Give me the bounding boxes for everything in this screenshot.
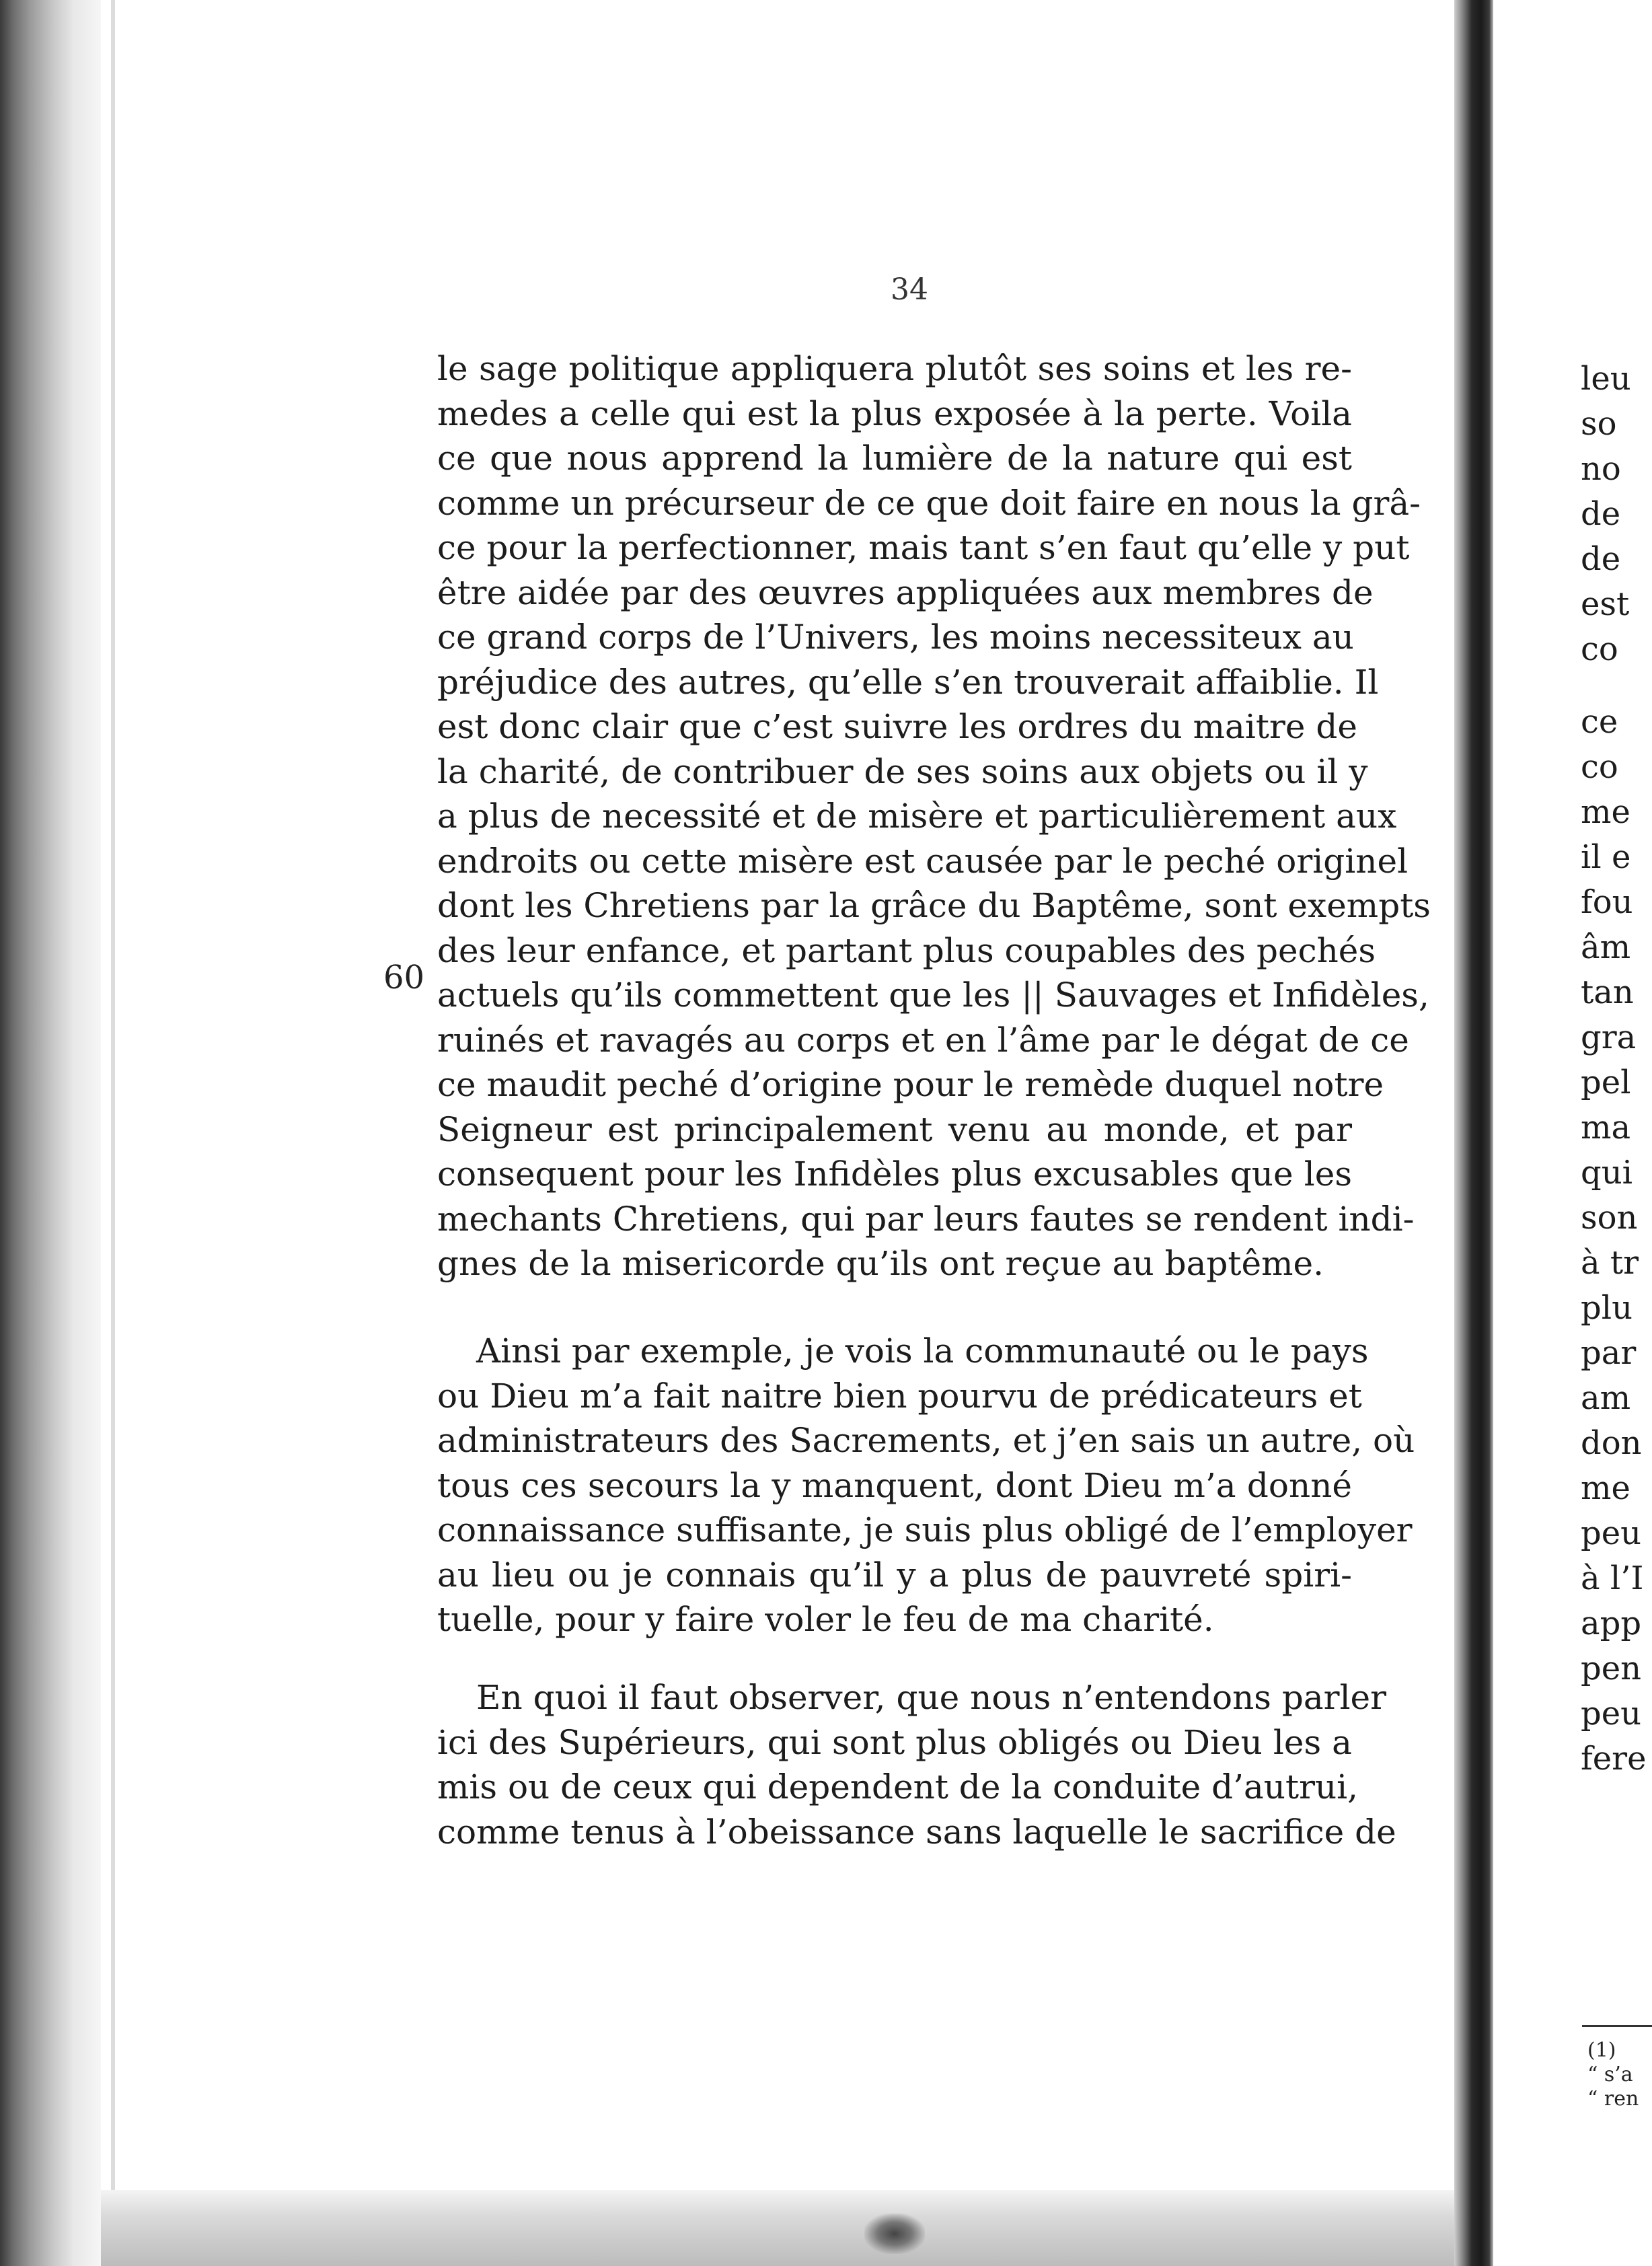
fragment-line: co — [1581, 748, 1618, 786]
fragment-line: app — [1581, 1605, 1642, 1642]
fragment-line: am — [1581, 1379, 1631, 1417]
paragraph-2 — [437, 1329, 1415, 1642]
fragment-line: me — [1581, 1469, 1630, 1507]
text-line: au lieu ou je connais qu’il y a plus de pauvreté spiri- — [437, 1555, 1352, 1595]
text-line: comme un précurseur de ce que doit faire en nous la grâ- — [437, 483, 1421, 523]
page-gutter — [1454, 0, 1493, 2266]
text-line: a plus de necessité et de misère et particulièrement aux — [437, 797, 1397, 836]
margin-line-number: 60 — [383, 959, 425, 996]
text-line: mechants Chretiens, qui par leurs fautes se rendent indi- — [437, 1199, 1415, 1239]
text-line: ce maudit peché d’origine pour le remède duquel notre — [437, 1065, 1384, 1104]
fragment-line: me — [1581, 793, 1630, 831]
paragraph-1 — [437, 346, 1431, 1286]
fragment-line: pen — [1581, 1650, 1642, 1687]
text-line: connaissance suffisante, je suis plus obligé de l’employer — [437, 1510, 1413, 1549]
text-line: le sage politique appliquera plutôt ses soins et les re- — [437, 349, 1352, 388]
text-line: administrateurs des Sacrements, et j’en sais un autre, où — [437, 1421, 1415, 1460]
fragment-line: fou — [1581, 883, 1633, 921]
text-line: la charité, de contribuer de ses soins aux objets ou il y — [437, 752, 1368, 791]
fragment-line: leu — [1581, 360, 1631, 398]
text-line: ou Dieu m’a fait naitre bien pourvu de prédicateurs et — [437, 1376, 1362, 1416]
page-bottom-edge — [101, 2190, 1454, 2266]
text-line: est donc clair que c’est suivre les ordres du maitre de — [437, 707, 1357, 746]
text-line: endroits ou cette misère est causée par le peché originel — [437, 841, 1409, 881]
paragraph-3 — [437, 1675, 1396, 1854]
fragment-line: “ ren — [1587, 2087, 1639, 2111]
text-line: tous ces secours la y manquent, dont Dieu m’a donné — [437, 1465, 1352, 1505]
text-line: tuelle, pour y faire voler le feu de ma charité. — [437, 1600, 1214, 1639]
text-line: actuels qu’ils commettent que les || Sauvages et Infidèles, — [437, 976, 1429, 1015]
text-line: medes a celle qui est la plus exposée à la perte. Voila — [437, 394, 1352, 433]
binding-edge — [0, 0, 101, 2266]
fragment-line: de — [1581, 540, 1621, 578]
text-line: Seigneur est principalement venu au monde, et par — [437, 1109, 1352, 1149]
text-line: Ainsi par exemple, je vois la communauté ou le pays — [476, 1331, 1369, 1370]
text-line: dont les Chretiens par la grâce du Baptême, sont exempts — [437, 886, 1431, 925]
fragment-line: par — [1581, 1334, 1637, 1372]
fragment-line: peu — [1581, 1695, 1642, 1732]
fragment-line: “ s’a — [1587, 2063, 1633, 2086]
text-line: ici des Supérieurs, qui sont plus obligés ou Dieu les a — [437, 1722, 1352, 1762]
text-line: des leur enfance, et partant plus coupables des pechés — [437, 930, 1376, 970]
next-page-fragment-top — [1581, 357, 1652, 672]
fragment-line: tan — [1581, 974, 1634, 1011]
fragment-line: co — [1581, 630, 1618, 668]
fragment-line: fere — [1581, 1740, 1647, 1778]
text-line: préjudice des autres, qu’elle s’en trouverait affaiblie. Il — [437, 662, 1379, 702]
fragment-line: don — [1581, 1424, 1642, 1462]
fragment-line: plu — [1581, 1289, 1632, 1327]
fragment-line: il e — [1581, 838, 1631, 876]
fragment-line: son — [1581, 1199, 1638, 1237]
text-line: mis ou de ceux qui dependent de la conduite d’autrui, — [437, 1767, 1359, 1806]
fragment-line: (1) — [1587, 2039, 1616, 2062]
page-number: 34 — [891, 272, 928, 307]
text-line: comme tenus à l’obeissance sans laquelle le sacrifice de — [437, 1812, 1396, 1852]
text-line: gnes de la misericorde qu’ils ont reçue au baptême. — [437, 1244, 1324, 1283]
fragment-line: gra — [1581, 1019, 1637, 1056]
fragment-line: à l’I — [1581, 1560, 1644, 1597]
footnote-rule — [1582, 2025, 1652, 2027]
text-line: ruinés et ravagés au corps et en l’âme par le dégat de ce — [437, 1020, 1409, 1060]
fragment-line: no — [1581, 450, 1621, 488]
text-line: ce que nous apprend la lumière de la nature qui est — [437, 439, 1352, 478]
next-page-fragment-middle — [1581, 700, 1652, 1782]
fragment-line: est — [1581, 585, 1630, 623]
fragment-line: ma — [1581, 1109, 1631, 1146]
text-line: ce grand corps de l’Univers, les moins necessiteux au — [437, 618, 1354, 657]
fragment-line: ce — [1581, 703, 1618, 741]
next-page-footnotes — [1587, 2039, 1652, 2111]
text-line: consequent pour les Infidèles plus excusables que les — [437, 1155, 1352, 1194]
text-line: être aidée par des œuvres appliquées aux membres de — [437, 573, 1374, 612]
fragment-line: âm — [1581, 928, 1631, 966]
fragment-line: pel — [1581, 1064, 1631, 1101]
text-line: ce pour la perfectionner, mais tant s’en faut qu’elle y put — [437, 528, 1410, 567]
fragment-line: qui — [1581, 1154, 1632, 1192]
scan-speck — [864, 2214, 925, 2254]
fragment-line: peu — [1581, 1514, 1642, 1552]
text-line: En quoi il faut observer, que nous n’entendons parler — [476, 1678, 1387, 1717]
fragment-line: à tr — [1581, 1244, 1639, 1282]
fragment-line: de — [1581, 495, 1621, 533]
binding-streak — [111, 0, 115, 2266]
fragment-line: so — [1581, 405, 1617, 443]
